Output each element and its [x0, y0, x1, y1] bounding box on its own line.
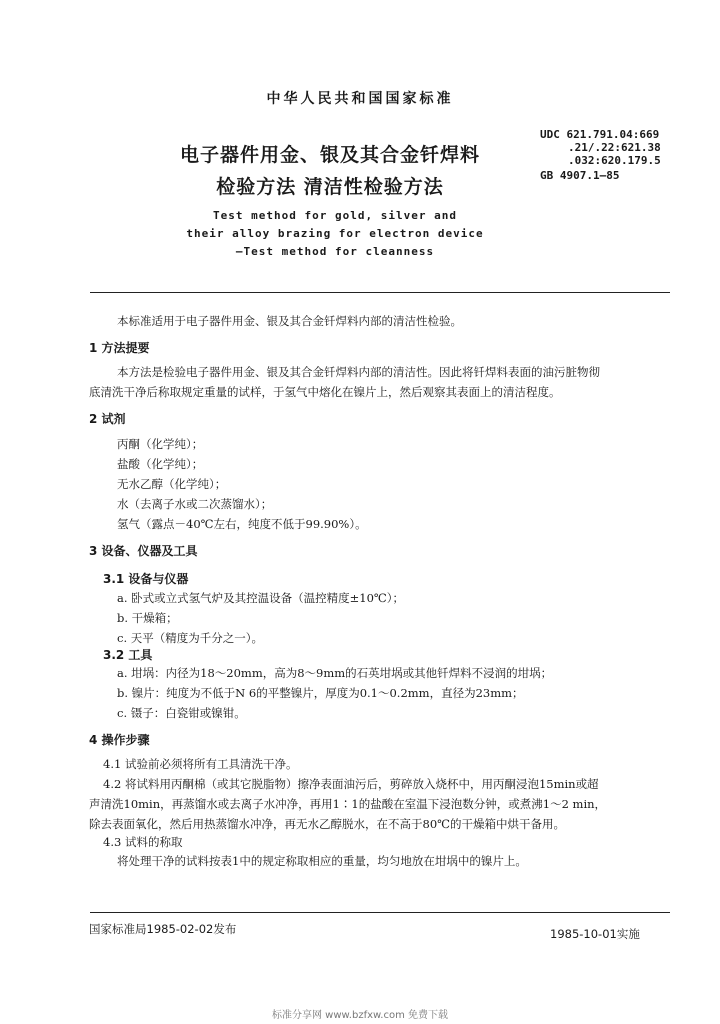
section-4-heading: 4 操作步骤	[89, 733, 150, 747]
subsection-4-2-line-3: 除去表面氧化，然后用热蒸馏水冲净，再无水乙醇脱水，在不高于80℃的干燥箱中烘干备用。	[89, 817, 565, 831]
udc-block	[540, 128, 661, 182]
issue-date: 国家标准局1985-02-02发布	[89, 922, 237, 936]
gb-number: GB 4907.1—85	[540, 169, 620, 182]
english-title-line-2: their alloy brazing for electron device	[186, 227, 484, 240]
udc-line-2: .21/.22:621.38	[568, 141, 661, 154]
section-1-line-2: 底清洗干净后称取规定重量的试样，于氢气中熔化在镍片上，然后观察其表面上的清洁程度。	[89, 385, 561, 399]
watermark-text: 标准分享网 www.bzfxw.com 免费下载	[272, 1010, 448, 1021]
document-header: 中华人民共和国国家标准	[266, 91, 454, 107]
udc-line-3: .032:620.179.5	[568, 154, 661, 167]
intro-text: 本标准适用于电子器件用金、银及其合金钎焊料内部的清洁性检验。	[117, 314, 462, 328]
section-1-line-1: 本方法是检验电子器件用金、银及其合金钎焊料内部的清洁性。因此将钎焊料表面的油污脏物彻	[117, 365, 600, 379]
equipment-item: c. 天平（精度为千分之一）。	[117, 631, 264, 645]
subsection-4-3-line: 将处理干净的试料按表1中的规定称取相应的重量，均匀地放在坩埚中的镍片上。	[117, 854, 527, 868]
equipment-item: a. 卧式或立式氢气炉及其控温设备（温控精度±10℃）；	[117, 591, 405, 605]
reagent-item: 盐酸（化学纯）；	[117, 457, 204, 471]
subsection-4-2-line-2: 声清洗10min，再蒸馏水或去离子水冲净，再用1∶1的盐酸在室温下浸泡数分钟，或煮沸1～2 min，	[89, 797, 607, 811]
subsection-4-3: 4.3 试料的称取	[103, 835, 183, 849]
top-divider	[90, 292, 670, 293]
section-3-heading: 3 设备、仪器及工具	[89, 544, 198, 558]
reagent-item: 丙酮（化学纯）；	[117, 437, 204, 451]
subsection-4-1: 4.1 试验前必须将所有工具清洗干净。	[103, 757, 298, 771]
subsection-3-1: 3.1 设备与仪器	[103, 572, 189, 586]
subsection-4-2-line-1: 4.2 将试料用丙酮棉（或其它脱脂物）擦净表面油污后，剪碎放入烧杯中，用丙酮浸泡15min或超	[103, 777, 599, 791]
equipment-item: b. 干燥箱；	[117, 611, 178, 625]
tool-item: a. 坩埚：内径为18～20mm，高为8～9mm的石英坩埚或其他钎焊料不浸润的坩埚；	[117, 666, 553, 680]
reagent-item: 氢气（露点－40℃左右，纯度不低于99.90%）。	[117, 517, 367, 531]
effective-date: 1985-10-01实施	[550, 927, 640, 941]
tool-item: c. 镊子：白瓷钳或镍钳。	[117, 706, 246, 720]
udc-line-1: UDC 621.791.04:669	[540, 128, 660, 141]
bottom-divider	[90, 912, 670, 913]
section-1-heading: 1 方法提要	[89, 341, 150, 355]
reagent-item: 水（去离子水或二次蒸馏水）；	[117, 497, 273, 511]
section-2-heading: 2 试剂	[89, 412, 126, 426]
english-title-line-1: Test method for gold, silver and	[213, 209, 457, 222]
english-title-line-3: —Test method for cleanness	[235, 245, 435, 258]
subsection-3-2: 3.2 工具	[103, 648, 153, 662]
document-title-line-2: 检验方法 清洁性检验方法	[216, 176, 444, 198]
reagent-item: 无水乙醇（化学纯）；	[117, 477, 227, 491]
tool-item: b. 镍片：纯度为不低于N 6的平整镍片，厚度为0.1～0.2mm，直径为23mm；	[117, 686, 524, 700]
document-title-line-1: 电子器件用金、银及其合金钎焊料	[179, 144, 480, 166]
